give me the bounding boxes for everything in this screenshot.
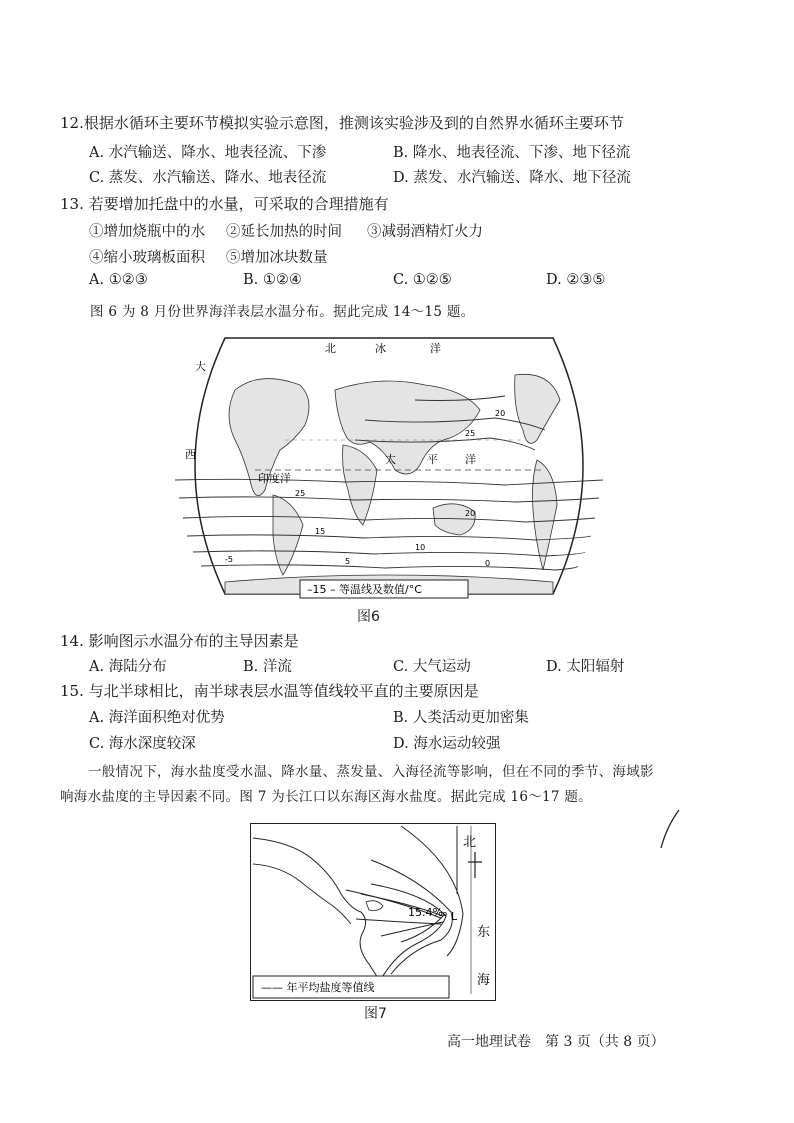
fig6-isotherm-value: 25 xyxy=(465,429,476,438)
intro-14-15: 图 6 为 8 月份世界海洋表层水温分布。据此完成 14～15 题。 xyxy=(90,304,475,320)
fig7-dong: 东 xyxy=(477,925,491,940)
q14-option-a: A. 海陆分布 xyxy=(89,659,167,675)
fig6-isotherm-value: 10 xyxy=(415,543,426,552)
fig6-isotherm-value: 20 xyxy=(495,409,506,418)
figure-6-caption: 图6 xyxy=(357,609,380,625)
q14-option-d: D. 太阳辐射 xyxy=(546,659,625,675)
fig7-value: 15.4‰ xyxy=(408,906,448,919)
fig6-label-north: 北 xyxy=(325,342,336,355)
q14-stem: 14. 影响图示水温分布的主导因素是 xyxy=(60,632,299,650)
q14-option-b: B. 洋流 xyxy=(243,659,292,675)
q13-statement-4: ④缩小玻璃板面积 xyxy=(89,250,205,266)
figure-6-map xyxy=(165,330,613,602)
q13-option-b: B. ①②④ xyxy=(243,272,302,288)
q13-statement-3: ③减弱酒精灯火力 xyxy=(367,224,483,240)
intro-16-17-line1: 一般情况下，海水盐度受水温、降水量、蒸发量、入海径流等影响，但在不同的季节、海域影 xyxy=(88,764,654,780)
fig6-label-xi: 西 xyxy=(185,448,196,461)
fig7-L: L xyxy=(451,910,458,923)
q12-option-d: D. 蒸发、水汽输送、降水、地下径流 xyxy=(393,170,631,186)
q12-option-c: C. 蒸发、水汽输送、降水、地表径流 xyxy=(89,170,327,186)
fig6-isotherm-value: 15 xyxy=(315,527,326,536)
fig7-legend: —— 年平均盐度等值线 xyxy=(261,981,375,994)
q13-statement-2: ②延长加热的时间 xyxy=(226,224,342,240)
fig6-isotherm-value: 25 xyxy=(295,489,306,498)
q15-option-a: A. 海洋面积绝对优势 xyxy=(89,710,225,726)
q15-stem: 15. 与北半球相比，南半球表层水温等值线较平直的主要原因是 xyxy=(60,682,479,700)
q12-option-b: B. 降水、地表径流、下渗、地下径流 xyxy=(393,145,631,161)
fig6-label-yinduyang: 印度洋 xyxy=(258,472,291,485)
q15-option-c: C. 海水深度较深 xyxy=(89,736,196,752)
figure-7-map xyxy=(250,823,496,1001)
q13-stem: 13. 若要增加托盘中的水量，可采取的合理措施有 xyxy=(60,195,389,213)
q15-option-b: B. 人类活动更加密集 xyxy=(393,710,529,726)
fig6-isotherm-value: 20 xyxy=(465,509,476,518)
fig6-label-tai: 太 xyxy=(385,453,396,466)
fig6-label-bing: 冰 xyxy=(375,342,386,355)
fig6-label-da: 大 xyxy=(195,360,206,373)
fig6-legend: –15 – 等温线及数值/°C xyxy=(307,583,422,596)
fig6-label-yang2: 洋 xyxy=(465,453,476,466)
page-footer: 高一地理试卷 第 3 页（共 8 页） xyxy=(447,1034,665,1050)
q12-option-a: A. 水汽输送、降水、地表径流、下渗 xyxy=(89,145,327,161)
q13-statement-5: ⑤增加冰块数量 xyxy=(226,250,328,266)
fig6-isotherm-value: 0 xyxy=(485,559,491,568)
fig6-isotherm-value: -5 xyxy=(225,555,233,564)
fig7-hai: 海 xyxy=(477,973,491,988)
q13-option-a: A. ①②③ xyxy=(89,272,148,288)
fig7-north: 北 xyxy=(463,835,477,850)
north-arrow-icon xyxy=(468,852,482,878)
q12-stem: 12.根据水循环主要环节模拟实验示意图，推测该实验涉及到的自然界水循环主要环节 xyxy=(60,114,624,132)
q13-option-d: D. ②③⑤ xyxy=(546,272,606,288)
q14-option-c: C. 大气运动 xyxy=(393,659,471,675)
fig6-label-ping: 平 xyxy=(427,453,438,466)
pen-mark xyxy=(655,806,685,854)
q13-statement-1: ①增加烧瓶中的水 xyxy=(89,224,205,240)
figure-7-caption: 图7 xyxy=(364,1006,387,1022)
q15-option-d: D. 海水运动较强 xyxy=(393,736,501,752)
q13-option-c: C. ①②⑤ xyxy=(393,272,452,288)
fig6-label-yang: 洋 xyxy=(430,342,441,355)
fig6-isotherm-value: 5 xyxy=(345,557,351,566)
intro-16-17-line2: 响海水盐度的主导因素不同。图 7 为长江口以东海区海水盐度。据此完成 16～17 题。 xyxy=(60,789,593,805)
